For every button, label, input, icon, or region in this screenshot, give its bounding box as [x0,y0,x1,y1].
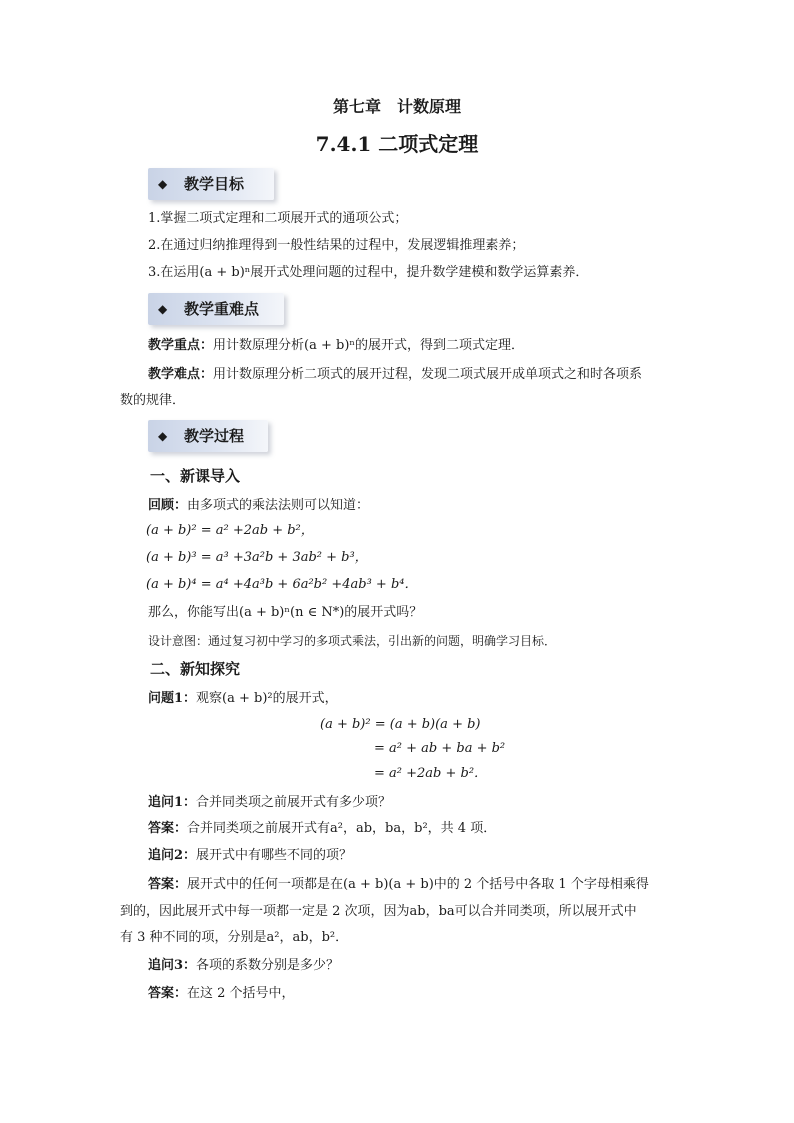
follow-up-1-text: 合并同类项之前展开式有多少项？ [196,795,392,810]
diamond-icon: ◆ [158,177,168,191]
key-focus-text: 用计数原理分析(a + b)ⁿ的展开式，得到二项式定理． [213,338,525,353]
design-intent: 设计意图：通过复习初中学习的多项式乘法，引出新的问题，明确学习目标． [148,634,557,648]
banner-label: 教学目标 [184,175,245,193]
diamond-icon: ◆ [158,302,168,316]
goal-item: 2.在通过归纳推理得到一般性结果的过程中，发展逻辑推理素养； [148,238,525,253]
answer-2-continued: 有 3 种不同的项，分别是a²，ab，b²． [120,930,349,945]
banner-teaching-process [148,420,268,452]
follow-up-3-text: 各项的系数分别是多少？ [196,958,340,973]
follow-up-1-label: 追问1： [148,795,197,810]
review-text: 由多项式的乘法法则可以知道： [187,498,370,513]
question-1-text: 观察(a + b)²的展开式， [196,691,338,706]
key-difficulty-continued: 数的规律． [120,393,186,408]
derivation-line-2: = a² + ab + ba + b² [374,741,506,756]
follow-up-2-label: 追问2： [148,848,197,863]
answer-2 [148,876,649,894]
answer-3 [148,985,295,1003]
key-difficulty [148,366,642,384]
equation-square: (a + b)² = a² +2ab + b²， [146,523,314,538]
chapter-title: 第七章 计数原理 [332,97,461,116]
banner-key-points [148,293,284,325]
answer-2-label: 答案： [148,877,188,892]
banner-label: 教学重难点 [184,300,260,318]
goal-item: 1.掌握二项式定理和二项展开式的通项公式； [148,211,408,226]
key-difficulty-label: 教学难点： [148,367,214,382]
review-line [148,497,369,515]
section-heading-explore: 二、新知探究 [150,660,241,678]
key-difficulty-text: 用计数原理分析二项式的展开过程，发现二项式展开成单项式之和时各项系 [213,367,643,382]
section-heading-intro: 一、新课导入 [150,467,241,485]
answer-2-text: 展开式中的任何一项都是在(a + b)(a + b)中的 2 个括号中各取 1 个字母相乘得 [187,877,649,892]
follow-up-2 [148,847,352,865]
lesson-title: 7.4.1 二项式定理 [315,132,479,156]
answer-1-text: 合并同类项之前展开式有a²，ab，ba，b²，共 4 项． [187,821,497,836]
intro-question: 那么，你能写出(a + b)ⁿ(n ∈ N*)的展开式吗？ [148,605,423,620]
follow-up-3 [148,957,339,975]
review-label: 回顾： [148,498,188,513]
answer-3-text: 在这 2 个括号中， [187,986,295,1001]
diamond-icon: ◆ [158,429,168,443]
follow-up-1 [148,794,391,812]
banner-teaching-goals [148,168,274,200]
answer-1 [148,820,496,838]
answer-2-continued: 到的，因此展开式中每一项都一定是 2 次项，因为ab，ba可以合并同类项，所以展开式中 [120,904,637,919]
question-1-label: 问题1： [148,691,197,706]
derivation-line-1: (a + b)² = (a + b)(a + b) [320,717,481,732]
equation-fourth: (a + b)⁴ = a⁴ +4a³b + 6a²b² +4ab³ + b⁴． [146,577,418,592]
follow-up-2-text: 展开式中有哪些不同的项？ [196,848,353,863]
question-1 [148,690,338,708]
goal-item: 3.在运用(a + b)ⁿ展开式处理问题的过程中，提升数学建模和数学运算素养． [148,265,589,280]
equation-cube: (a + b)³ = a³ +3a²b + 3ab² + b³， [146,550,368,565]
key-focus-label: 教学重点： [148,338,214,353]
derivation-line-3: = a² +2ab + b²． [374,766,488,781]
key-focus [148,337,524,355]
answer-1-label: 答案： [148,821,188,836]
answer-3-label: 答案： [148,986,188,1001]
follow-up-3-label: 追问3： [148,958,197,973]
banner-label: 教学过程 [184,427,245,445]
